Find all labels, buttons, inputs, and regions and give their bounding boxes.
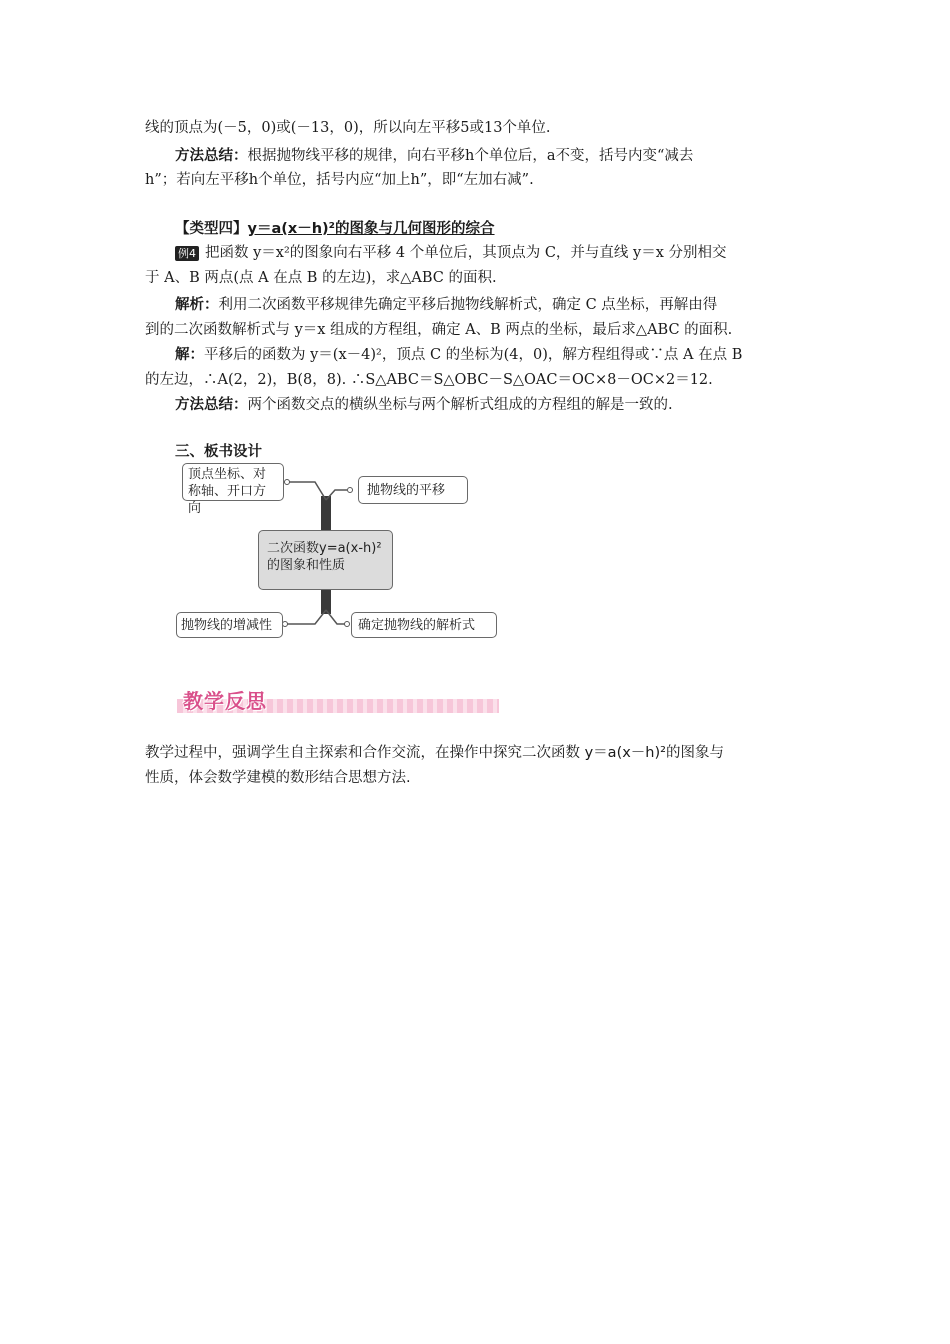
solution-line2: 的左边，∴A(2，2)，B(8，8). ∴S△ABC＝S△OBC－S△OAC＝OC×8－OC×2＝12.	[145, 372, 713, 388]
type4-title: y＝a(x－h)²的图象与几何图形的综合	[247, 221, 495, 237]
type4-heading	[175, 219, 840, 239]
example4-line1	[175, 243, 840, 263]
reflection-banner	[177, 685, 499, 715]
method-summary-line1	[175, 146, 840, 166]
node-monotonicity: 抛物线的增减性	[176, 612, 283, 638]
method-summary-text-a: 根据抛物线平移的规律，向右平移h个单位后，a不变，括号内变“减去	[247, 148, 694, 164]
analysis-line2: 到的二次函数解析式与 y＝x 组成的方程组，确定 A、B 两点的坐标，最后求△ABC 的面积.	[145, 322, 733, 338]
section-board-design: 三、板书设计	[175, 444, 262, 460]
reflection-text-line2: 性质，体会数学建模的数形结合思想方法.	[145, 770, 411, 786]
node-parabola-translation: 抛物线的平移	[358, 476, 468, 504]
node-vertex-axis-line1: 顶点坐标、对	[188, 467, 267, 482]
center-topic-line2: 的图象和性质	[267, 558, 346, 573]
paragraph-vertex-result: 线的顶点为(－5，0)或(－13，0)，所以向左平移5或13个单位.	[145, 120, 551, 136]
example4-tag: 例4	[175, 246, 199, 261]
analysis-label: 解析：	[175, 297, 219, 313]
center-topic-line1: 二次函数y=a(x-h)²	[267, 541, 382, 556]
analysis-line1	[175, 295, 840, 315]
summary-line	[175, 395, 840, 415]
method-summary-label: 方法总结：	[175, 148, 248, 164]
example4-text-a: 把函数 y＝x²的图象向右平移 4 个单位后，其顶点为 C，并与直线 y＝x 分别相交	[205, 245, 727, 261]
analysis-text-a: 利用二次函数平移规律先确定平移后抛物线解析式，确定 C 点坐标，再解由得	[218, 297, 718, 313]
node-vertex-axis	[182, 463, 284, 516]
solution-label: 解：	[175, 347, 204, 363]
solution-text-a: 平移后的函数为 y＝(x－4)²，顶点 C 的坐标为(4，0)，解方程组得或∵点 A 在点 B	[204, 347, 743, 363]
example4-line2: 于 A、B 两点(点 A 在点 B 的左边)，求△ABC 的面积.	[145, 270, 497, 286]
node-center-topic	[258, 530, 393, 590]
summary-label: 方法总结：	[175, 397, 248, 413]
node-vertex-axis-line2: 称轴、开口方向	[188, 484, 267, 516]
board-mindmap	[175, 460, 505, 650]
reflection-text-line1: 教学过程中，强调学生自主探索和合作交流，在操作中探究二次函数 y＝a(x－h)²的图象与	[145, 745, 724, 761]
method-summary-line2: h”；若向左平移h个单位，括号内应“加上h”，即“左加右减”.	[145, 172, 534, 188]
type4-bracket: 【类型四】	[175, 221, 248, 237]
solution-line1	[175, 345, 840, 365]
reflection-title: 教学反思	[183, 689, 267, 713]
node-determine-formula: 确定抛物线的解析式	[351, 612, 497, 638]
summary-text: 两个函数交点的横纵坐标与两个解析式组成的方程组的解是一致的.	[247, 397, 673, 413]
